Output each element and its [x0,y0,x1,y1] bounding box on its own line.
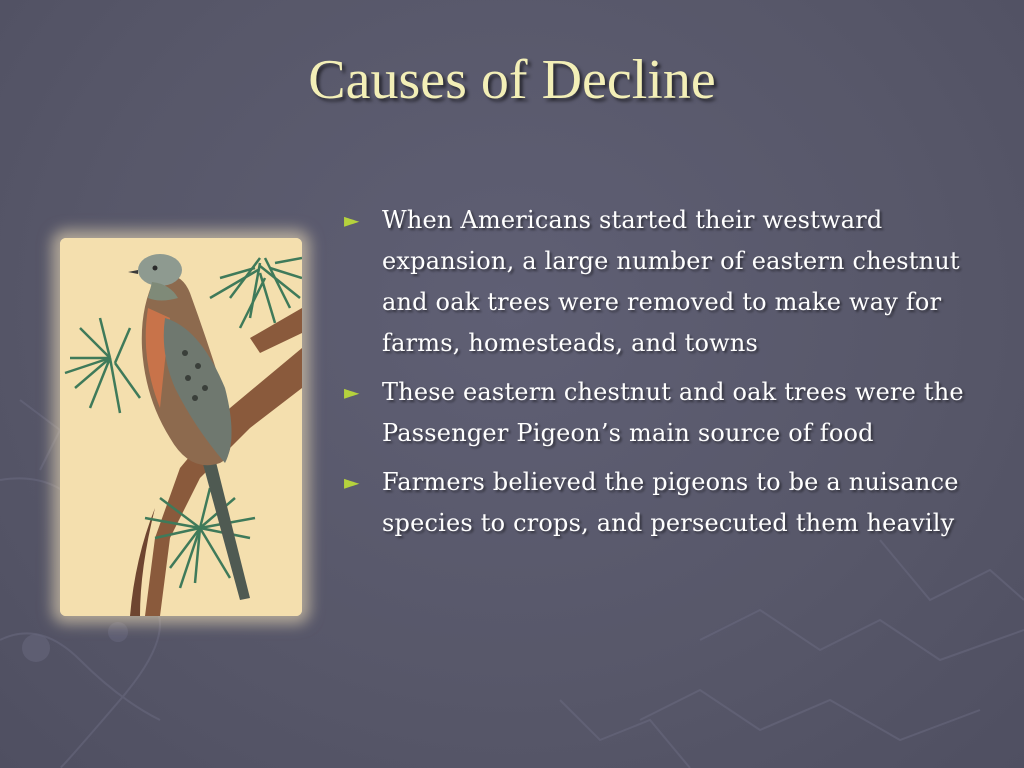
bullet-text: When Americans started their westward expansion, a large number of eastern chestnut and oak trees were removed to make way for farms, homesteads, and towns [382,206,960,357]
bullet-arrow-icon: ► [344,470,360,494]
bullet-list [344,200,1004,552]
bullet-arrow-icon: ► [344,208,360,232]
bullet-arrow-icon: ► [344,380,360,404]
slide-title: Causes of Decline [308,49,716,111]
passenger-pigeon-illustration [60,238,302,616]
bullet-item [344,200,1004,364]
bullet-item [344,372,1004,454]
bullet-item [344,462,1004,544]
bullet-text: These eastern chestnut and oak trees were the Passenger Pigeon’s main source of food [382,378,964,447]
bullet-text: Farmers believed the pigeons to be a nuisance species to crops, and persecuted them heavily [382,468,959,537]
pigeon-head [138,254,182,286]
